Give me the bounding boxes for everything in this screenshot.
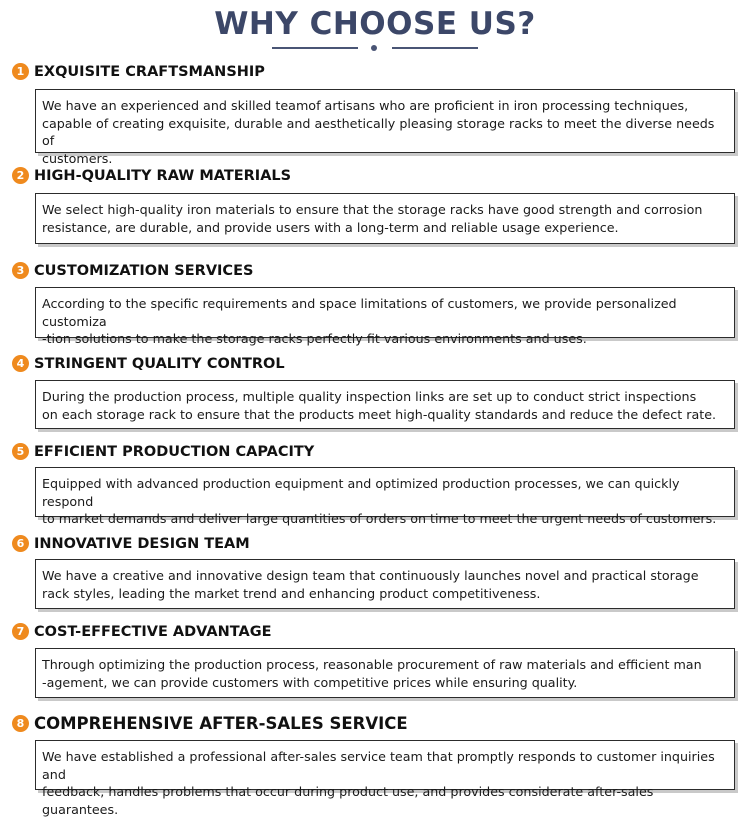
page-title: WHY CHOOSE US? (214, 6, 536, 42)
feature-description: During the production process, multiple quality inspection links are set up to conduct strict inspections on each storage rack to ensure that the products meet high-quality standards and reduce the defect rate. (42, 389, 717, 422)
feature-description-box (35, 89, 735, 166)
feature-heading: EXQUISITE CRAFTSMANSHIP (34, 64, 265, 80)
feature-heading: STRINGENT QUALITY CONTROL (34, 356, 285, 372)
number-badge: 6 (12, 535, 29, 552)
feature-description: We have an experienced and skilled teamof artisans who are proficient in iron processing techniques, capable of creating exquisite, durable and aesthetically pleasing storage racks to meet the diverse needs of customers. (42, 98, 715, 166)
number-badge: 3 (12, 262, 29, 279)
number-badge: 1 (12, 63, 29, 80)
title-divider-left (272, 47, 358, 49)
feature-description: We have a creative and innovative design team that continuously launches novel and practical storage rack styles, leading the market trend and enhancing product competitiveness. (42, 568, 699, 601)
number-badge: 4 (12, 355, 29, 372)
feature-heading: COMPREHENSIVE AFTER-SALES SERVICE (34, 714, 408, 733)
feature-description-box (35, 287, 735, 346)
feature-description-box (35, 467, 735, 526)
feature-description-box (35, 380, 735, 429)
feature-heading: EFFICIENT PRODUCTION CAPACITY (34, 444, 315, 460)
feature-description-box (35, 559, 735, 609)
feature-description: We select high-quality iron materials to ensure that the storage racks have good strength and corrosion resistance, are durable, and provide users with a long-term and reliable usage experience. (42, 202, 703, 235)
number-badge: 5 (12, 443, 29, 460)
feature-description: Equipped with advanced production equipment and optimized production processes, we can quickly respond to market demands and deliver large quantities of orders on time to meet the urgent needs of customers. (42, 476, 717, 526)
feature-description: According to the specific requirements and space limitations of customers, we provide personalized customiza -tion solutions to make the storage racks perfectly fit various environments and uses. (42, 296, 677, 346)
feature-heading: COST-EFFECTIVE ADVANTAGE (34, 624, 272, 640)
feature-description-box (35, 193, 735, 244)
feature-description: Through optimizing the production process, reasonable procurement of raw materials and efficient man -agement, we can provide customers with competitive prices while ensuring quality. (42, 657, 702, 690)
feature-heading: INNOVATIVE DESIGN TEAM (34, 536, 250, 552)
number-badge: 8 (12, 715, 29, 732)
feature-description-box (35, 740, 735, 817)
number-badge: 2 (12, 167, 29, 184)
feature-description-box (35, 648, 735, 698)
title-divider-dot (371, 45, 377, 51)
feature-description: We have established a professional after-sales service team that promptly responds to customer inquiries and feedback, handles problems that occur during product use, and provides considerate after-sales guarantees. (42, 749, 715, 817)
number-badge: 7 (12, 623, 29, 640)
feature-heading: CUSTOMIZATION SERVICES (34, 263, 254, 279)
title-divider-right (392, 47, 478, 49)
feature-heading: HIGH-QUALITY RAW MATERIALS (34, 168, 292, 184)
